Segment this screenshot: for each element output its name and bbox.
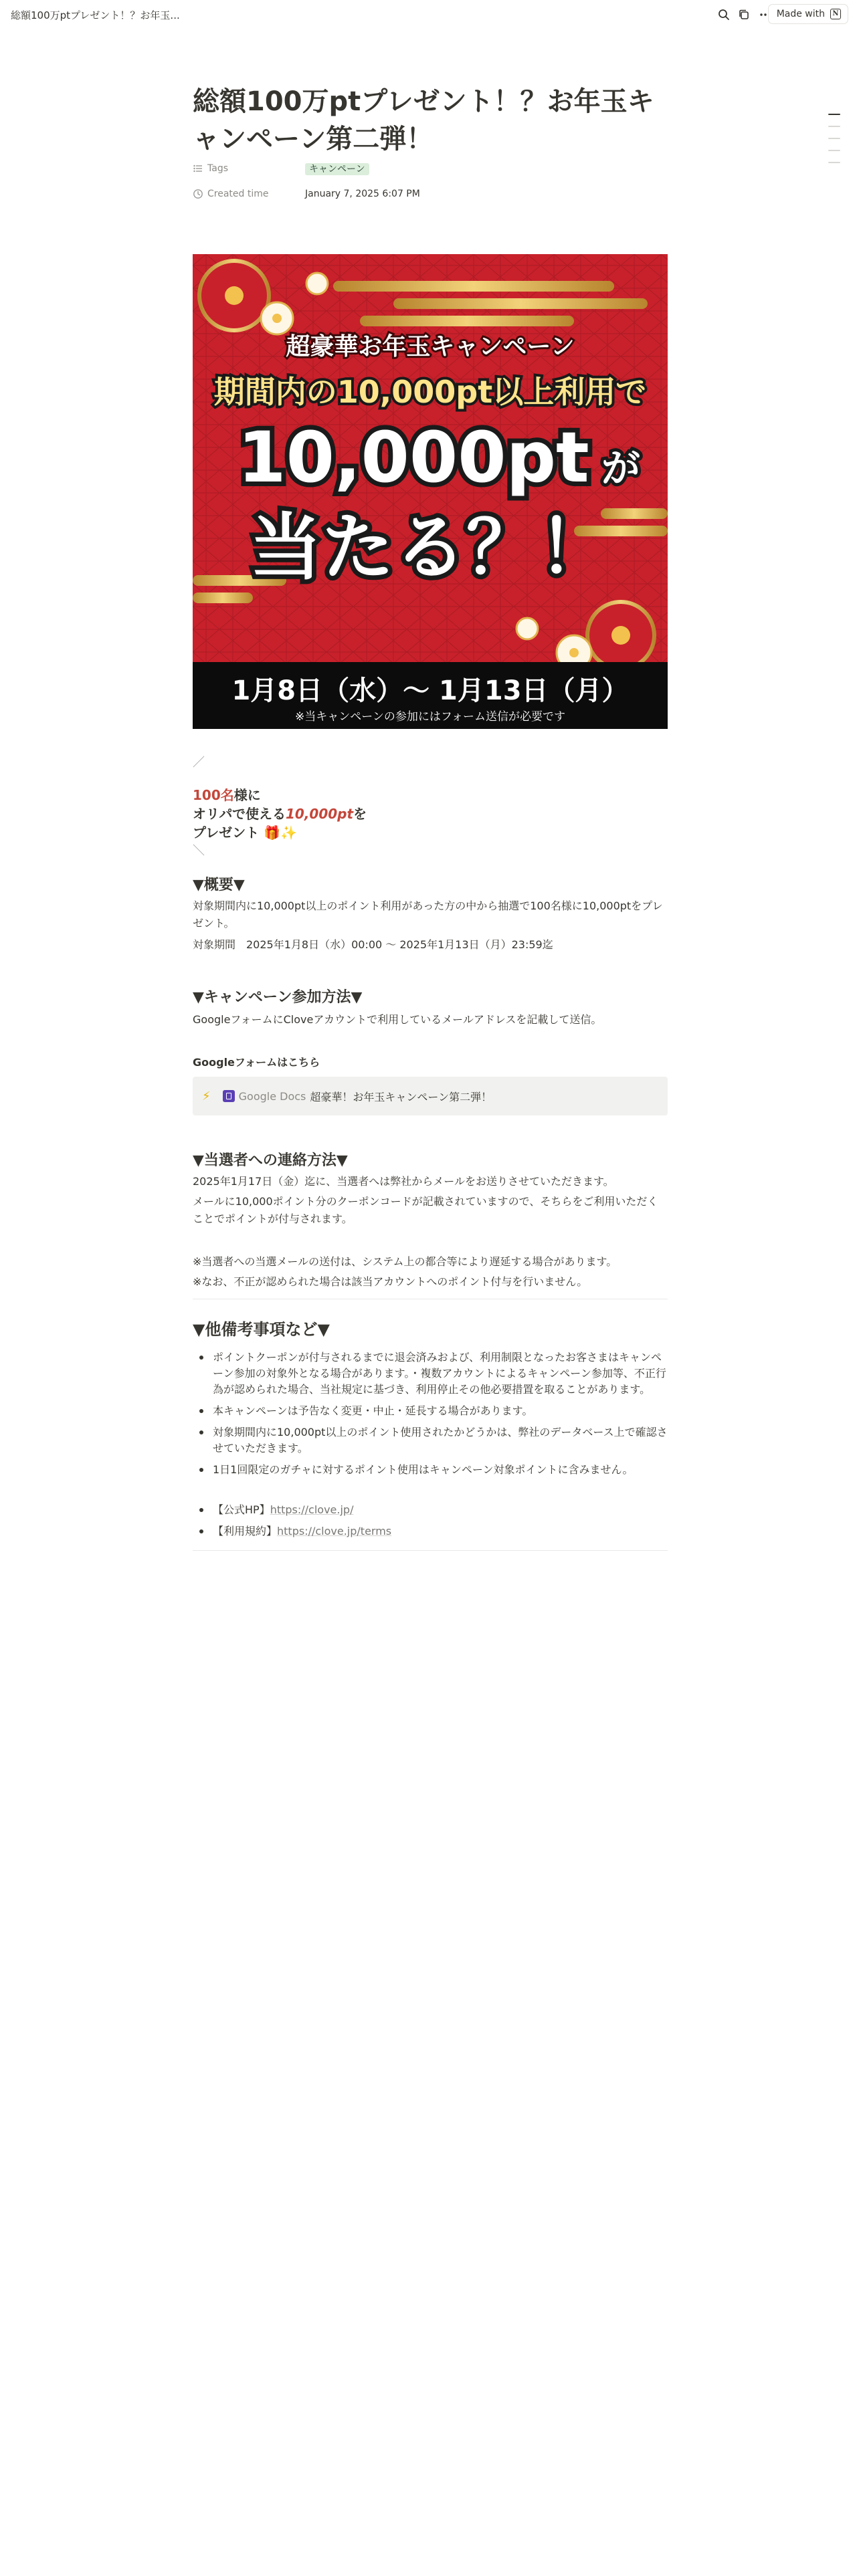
campaign-banner-image bbox=[193, 254, 668, 729]
contact-heading: ▼当選者への連絡方法▼ bbox=[193, 1152, 348, 1169]
notes-list bbox=[193, 1350, 668, 1483]
google-form-callout[interactable] bbox=[193, 1077, 668, 1115]
made-with-notion-button[interactable] bbox=[768, 4, 848, 24]
property-created-time bbox=[193, 185, 668, 203]
list-item-official-site bbox=[193, 1502, 668, 1518]
list-item-terms bbox=[193, 1523, 668, 1539]
tag-campaign[interactable]: キャンペーン bbox=[305, 163, 369, 175]
search-icon[interactable] bbox=[714, 5, 733, 24]
overview-period: 対象期間 2025年1月8日（水）00:00 〜 2025年1月13日（月）23:59迄 bbox=[193, 938, 553, 951]
toc-line[interactable] bbox=[828, 126, 840, 127]
banner-dates: 1月8日（水）〜 1月13日（月） bbox=[231, 675, 629, 706]
ume-flower-bottom-right bbox=[587, 602, 654, 669]
intro-line2 bbox=[193, 804, 668, 824]
intro-line3: プレゼント 🎁✨ bbox=[193, 825, 297, 841]
contact-line2: メールに10,000ポイント分のクーポンコードが記載されていますので、そちらをご利用いただくことでポイントが付与されます。 bbox=[193, 1195, 658, 1225]
page-title: 総額100万ptプレゼント！？お年玉キャンペーン第二弾！ bbox=[193, 86, 654, 154]
tags-label: Tags bbox=[207, 163, 228, 174]
howto-heading: ▼キャンペーン参加方法▼ bbox=[193, 989, 363, 1006]
property-label-created bbox=[193, 189, 305, 199]
toc-line[interactable] bbox=[828, 114, 840, 115]
list-item: 1日1回限定のガチャに対するポイント使用はキャンペーン対象ポイントに含みません。 bbox=[193, 1462, 668, 1478]
intro-line1-rest: 様に bbox=[233, 787, 261, 803]
intro-slash-top: ／ bbox=[193, 756, 205, 770]
form-heading: Googleフォームはこちら bbox=[193, 1056, 320, 1069]
ume-flower-top-left bbox=[199, 261, 269, 330]
banner-line1: 超豪華お年玉キャンペーン bbox=[286, 333, 575, 360]
duplicate-icon[interactable] bbox=[735, 5, 753, 24]
google-docs-icon bbox=[223, 1090, 235, 1102]
list-icon bbox=[193, 163, 203, 174]
callout-link-text[interactable]: 超豪華！お年玉キャンペーン第二弾！ bbox=[310, 1090, 492, 1103]
terms-link[interactable]: https://clove.jp/terms bbox=[277, 1525, 392, 1537]
lightning-icon: ⚡ bbox=[202, 1089, 211, 1103]
link-label: 【利用規約】 bbox=[213, 1525, 278, 1537]
intro-count: 100名 bbox=[193, 787, 234, 803]
link-label: 【公式HP】 bbox=[213, 1503, 270, 1516]
banner-note: ※当キャンペーンの参加にはフォーム送信が必要です bbox=[294, 710, 566, 724]
intro-line2-prefix: オリパで使える bbox=[193, 806, 286, 822]
notes-heading: ▼他備考事項など▼ bbox=[193, 1320, 330, 1339]
links-list bbox=[193, 1502, 668, 1545]
list-item: 対象期間内に10,000pt以上のポイント使用されたかどうかは、弊社のデータベース上で確認させていただきます。 bbox=[193, 1424, 668, 1457]
page-breadcrumb-title[interactable]: 総額100万ptプレゼント！？お年玉... bbox=[11, 9, 180, 21]
contact-note2: ※なお、不正が認められた場合は該当アカウントへのポイント付与を行いません。 bbox=[193, 1275, 588, 1288]
toc-line[interactable] bbox=[828, 150, 840, 151]
toc-line[interactable] bbox=[828, 162, 840, 163]
made-with-label: Made with bbox=[776, 9, 825, 19]
top-bar bbox=[0, 0, 859, 29]
howto-body: GoogleフォームにCloveアカウントで利用しているメールアドレスを記載して送信。 bbox=[193, 1013, 602, 1026]
toc-line[interactable] bbox=[828, 138, 840, 139]
intro-points: 10,000pt bbox=[286, 806, 354, 822]
created-label: Created time bbox=[207, 189, 269, 199]
property-tags bbox=[193, 159, 668, 178]
notion-logo-icon: N bbox=[830, 9, 841, 19]
list-item: ポイントクーポンが付与されるまでに退会済みおよび、利用制限となったお客さまはキャンペーン参加の対象外となる場合があります。・複数アカウントによるキャンペーン参加等、不正行為が認められた場合、当社規定に基づき、利用停止その他必要措置を取ることがあります。 bbox=[193, 1350, 668, 1398]
banner-line3-suffix: が bbox=[601, 445, 641, 491]
intro-line1 bbox=[193, 785, 668, 805]
intro-line2-suffix: を bbox=[353, 806, 367, 822]
overview-heading: ▼概要▼ bbox=[193, 877, 245, 893]
clock-icon bbox=[193, 189, 203, 199]
property-label-tags bbox=[193, 163, 305, 174]
banner-line3-points: 10,000pt bbox=[237, 417, 589, 498]
list-item: 本キャンペーンは予告なく変更・中止・延長する場合があります。 bbox=[193, 1403, 668, 1419]
banner-line4: 当たる？！ bbox=[249, 506, 611, 590]
table-of-contents[interactable] bbox=[828, 114, 840, 174]
contact-line1: 2025年1月17日（金）迄に、当選者へは弊社からメールをお送りさせていただきます。 bbox=[193, 1175, 614, 1188]
created-value: January 7, 2025 6:07 PM bbox=[305, 189, 420, 199]
callout-source: Google Docs bbox=[238, 1089, 306, 1103]
divider bbox=[193, 1550, 668, 1551]
banner-line2: 期間内の10,000pt以上利用で bbox=[213, 374, 647, 410]
official-site-link[interactable]: https://clove.jp/ bbox=[270, 1503, 354, 1516]
intro-slash-bottom: ＼ bbox=[193, 844, 205, 858]
contact-note1: ※当選者への当選メールの送付は、システム上の都合等により遅延する場合があります。 bbox=[193, 1255, 617, 1268]
overview-body: 対象期間内に10,000pt以上のポイント利用があった方の中から抽選で100名様に10,000ptをプレゼント。 bbox=[193, 899, 663, 930]
